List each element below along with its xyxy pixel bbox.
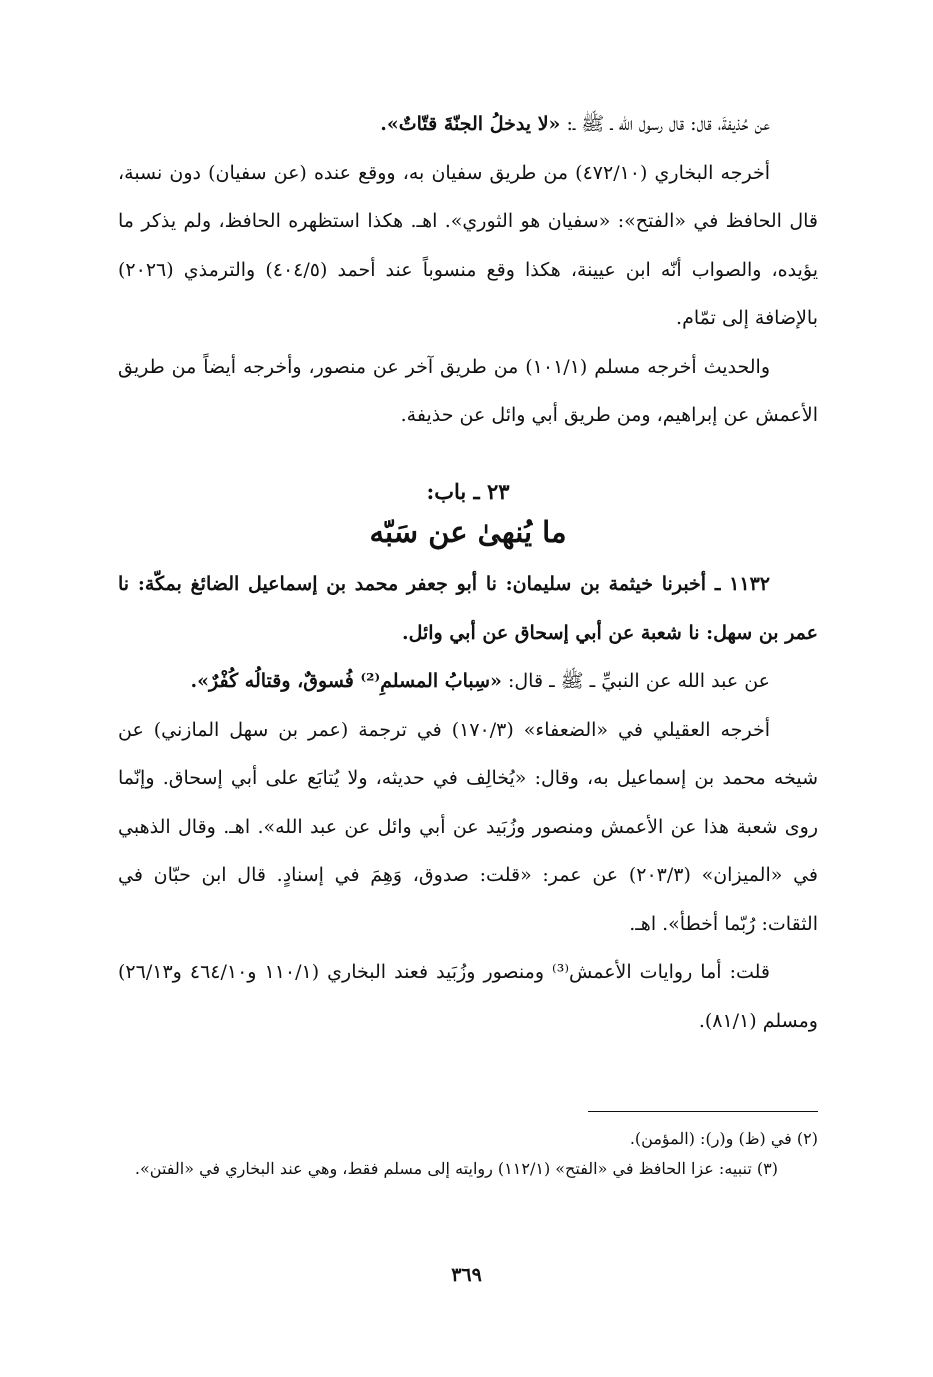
chapter-heading [118,474,818,554]
hadith-matn-quote: «سِبابُ المسلمِ⁽²⁾ فُسوقٌ، وقتالُه كُفْرٌ». [190,670,502,692]
hadith-note: قلت: أما روايات الأعمش⁽³⁾ ومنصور وزُبَيد فعند البخاري (١١٠/١ و٤٦٤/١٠ و٢٦/١٣) ومسلم (٨١/١). [118,961,818,1032]
chapter-number: ٢٣ ـ باب: [426,479,510,504]
takhrij-paragraph-2: والحديث أخرجه مسلم (١٠١/١) من طريق آخر عن منصور، وأخرجه أيضاً من طريق الأعمش عن إبراهيم، ومن طريق أبي وائل عن حذيفة. [118,355,818,426]
page-number: ٣٦٩ [451,1264,482,1286]
footnote-2: (٢) في (ظ) و(ر): (المؤمن). [629,1129,818,1148]
hadith-isnad: ١١٣٢ ـ أخبرنا خيثمة بن سليمان: نا أبو جعفر محمد بن إسماعيل الضائغ بمكّة: نا عمر بن سهل: نا شعبة عن أبي إسحاق عن أبي وائل. [118,573,818,644]
footnote-3: (٣) تنبيه: عزا الحافظ في «الفتح» (١١٢/١) روايته إلى مسلم فقط، وهي عند البخاري في «الفتن». [134,1159,778,1178]
top-section [118,100,818,440]
hadith-line-prefix: عن حُذيفةَ، قال: قال رسول الله ـ ﷺ ـ: [560,113,770,135]
hadith-line [118,100,818,149]
hadith-takhrij: أخرجه العقيلي في «الضعفاء» (١٧٠/٣) في ترجمة (عمر بن سهل المازني) عن شيخه محمد بن إسماعيل به، وقال: «يُخالِف في حديثه، ولا يُتابَع على أبي إسحاق. وإنّما روى شعبة هذا عن الأعمش ومنصور وزُبَيد عن أبي وائل عن عبد الله». اهـ. وقال الذهبي في «الميزان» (٢٠٣/٣) عن عمر: «قلت: صدوق، وَهِمَ في إسنادٍ. قال ابن حبّان في الثقات: رُبّما أخطأ». اهـ. [118,718,818,935]
footnotes [118,1124,818,1184]
hadith-matn-prefix: عن عبد الله عن النبيِّ ـ ﷺ ـ قال: [501,670,770,692]
chapter-title: ما يُنهىٰ عن سَبّه [369,515,567,549]
hadith-section [118,560,818,1045]
takhrij-paragraph-1: أخرجه البخاري (٤٧٢/١٠) من طريق سفيان به، ووقع عنده (عن سفيان) دون نسبة، قال الحافظ في «الفتح»: «سفيان هو الثوري». اهـ. هكذا استظهره الحافظ، ولم يذكر ما يؤيده، والصواب أنّه ابن عيينة، هكذا وقع منسوباً عند أحمد (٤٠٤/٥) والترمذي (٢٠٢٦) بالإضافة إلى تمّام. [118,161,819,329]
footnote-divider [588,1111,818,1112]
hadith-line-quote: «لا يدخلُ الجنّةَ قتّاتٌ». [380,113,561,135]
hadith-matn [118,657,818,706]
